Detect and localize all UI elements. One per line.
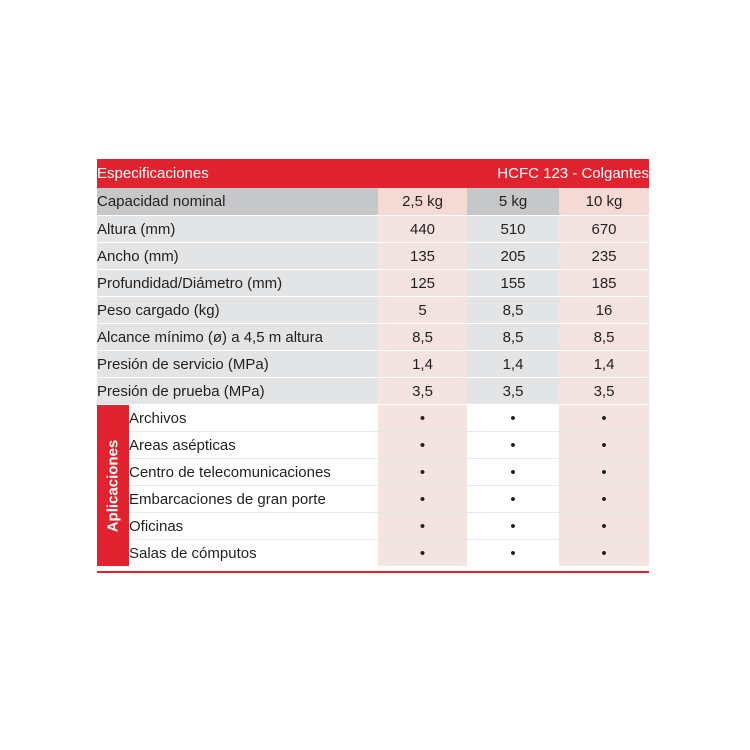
application-row: [97, 486, 649, 513]
bullet-icon: •: [378, 459, 467, 486]
capacity-row: [97, 188, 649, 216]
spec-row: [97, 378, 649, 405]
spec-row: [97, 297, 649, 324]
spec-value: 8,5: [559, 324, 649, 351]
bullet-icon: •: [467, 540, 559, 567]
spec-value: 1,4: [467, 351, 559, 378]
spec-label: Altura (mm): [97, 216, 378, 243]
bullet-icon: •: [467, 432, 559, 459]
spec-value: 1,4: [559, 351, 649, 378]
application-label: Areas asépticas: [129, 432, 378, 459]
spec-value: 155: [467, 270, 559, 297]
application-label: Salas de cómputos: [129, 540, 378, 567]
spec-value: 3,5: [467, 378, 559, 405]
application-label: Oficinas: [129, 513, 378, 540]
bullet-icon: •: [559, 486, 649, 513]
spec-value: 5: [378, 297, 467, 324]
bullet-icon: •: [559, 540, 649, 567]
application-row: [97, 405, 649, 432]
spec-row: [97, 351, 649, 378]
spec-value: 16: [559, 297, 649, 324]
spec-value: 185: [559, 270, 649, 297]
spec-label: Presión de prueba (MPa): [97, 378, 378, 405]
applications-title: Aplicaciones: [104, 439, 122, 532]
spec-value: 8,5: [467, 297, 559, 324]
table-bottom-rule: [97, 571, 649, 573]
spec-value: 235: [559, 243, 649, 270]
capacity-value: 2,5 kg: [378, 188, 467, 216]
spec-value: 3,5: [378, 378, 467, 405]
spec-value: 440: [378, 216, 467, 243]
application-row: [97, 513, 649, 540]
spec-value: 3,5: [559, 378, 649, 405]
specifications-table: [97, 159, 649, 566]
spec-value: 125: [378, 270, 467, 297]
spec-row: [97, 324, 649, 351]
application-row: [97, 540, 649, 567]
bullet-icon: •: [467, 513, 559, 540]
application-label: Embarcaciones de gran porte: [129, 486, 378, 513]
bullet-icon: •: [378, 405, 467, 432]
bullet-icon: •: [378, 432, 467, 459]
capacity-value: 5 kg: [467, 188, 559, 216]
bullet-icon: •: [559, 513, 649, 540]
spec-row: [97, 243, 649, 270]
spec-value: 8,5: [467, 324, 559, 351]
spec-value: 1,4: [378, 351, 467, 378]
spec-label: Presión de servicio (MPa): [97, 351, 378, 378]
table-title: Especificaciones: [97, 159, 378, 188]
spec-label: Peso cargado (kg): [97, 297, 378, 324]
spec-value: 510: [467, 216, 559, 243]
spec-label: Ancho (mm): [97, 243, 378, 270]
spec-value: 205: [467, 243, 559, 270]
spec-row: [97, 270, 649, 297]
application-label: Archivos: [129, 405, 378, 432]
capacity-label: Capacidad nominal: [97, 188, 378, 216]
spec-row: [97, 216, 649, 243]
spec-value: 670: [559, 216, 649, 243]
bullet-icon: •: [467, 486, 559, 513]
bullet-icon: •: [559, 459, 649, 486]
application-row: [97, 459, 649, 486]
spec-value: 135: [378, 243, 467, 270]
application-row: [97, 432, 649, 459]
bullet-icon: •: [467, 459, 559, 486]
table-header-row: [97, 159, 649, 188]
bullet-icon: •: [559, 405, 649, 432]
spec-label: Profundidad/Diámetro (mm): [97, 270, 378, 297]
capacity-value: 10 kg: [559, 188, 649, 216]
bullet-icon: •: [559, 432, 649, 459]
bullet-icon: •: [378, 486, 467, 513]
applications-side-label: [97, 405, 129, 567]
bullet-icon: •: [378, 513, 467, 540]
spec-value: 8,5: [378, 324, 467, 351]
product-title: HCFC 123 - Colgantes: [378, 159, 649, 188]
application-label: Centro de telecomunicaciones: [129, 459, 378, 486]
spec-label: Alcance mínimo (ø) a 4,5 m altura: [97, 324, 378, 351]
bullet-icon: •: [467, 405, 559, 432]
bullet-icon: •: [378, 540, 467, 567]
